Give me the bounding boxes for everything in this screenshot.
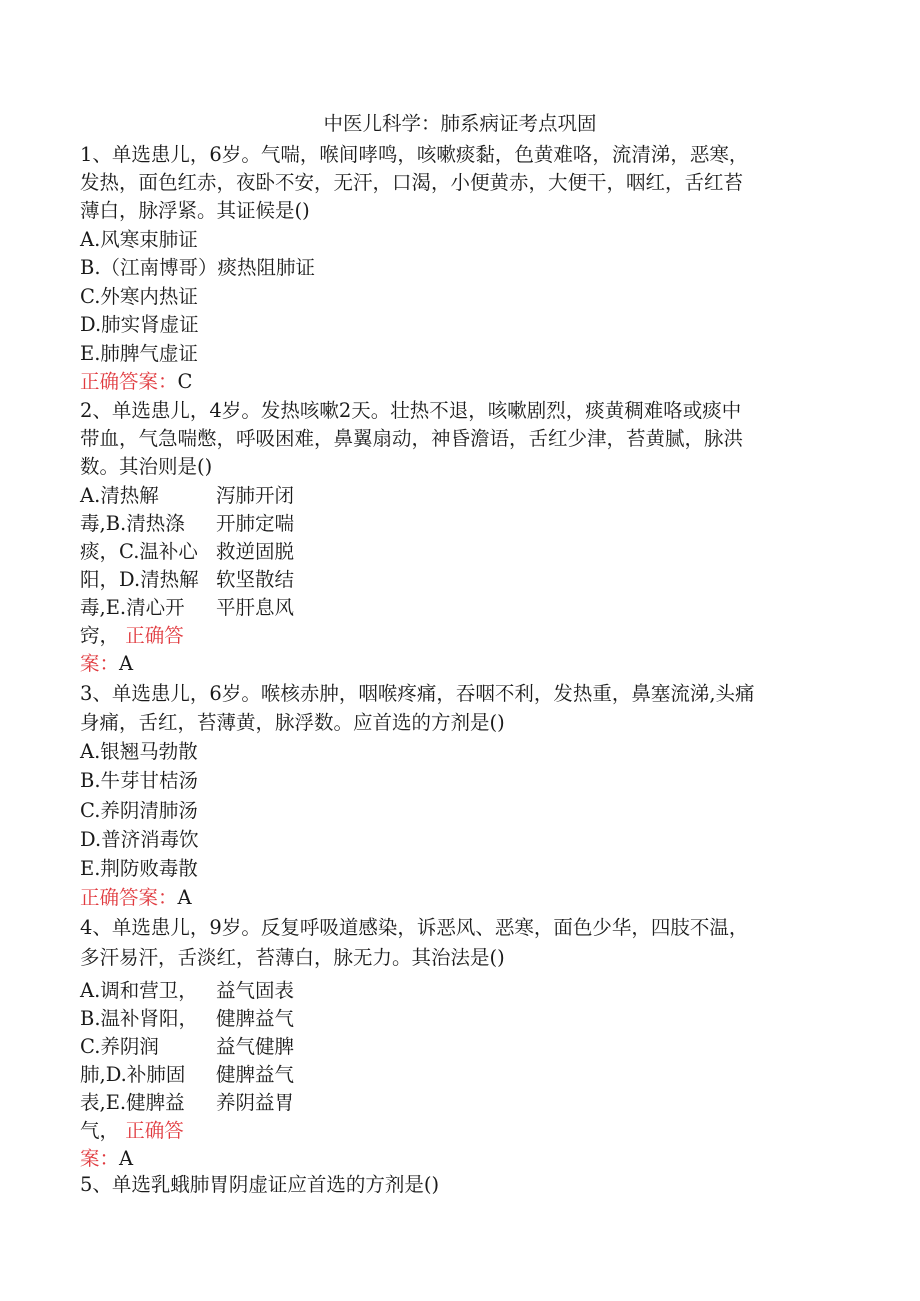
q2-text-line-3: 数。其治则是() (80, 455, 213, 478)
q2-right-line-3: 救逆固脱 (216, 540, 295, 563)
q2-left-line-4: 阳，D.清热解 (80, 568, 199, 591)
q1-answer-value: C (177, 370, 193, 393)
q1-option-e: E.肺脾气虚证 (80, 342, 198, 365)
q4-right-line-2: 健脾益气 (216, 1007, 295, 1030)
q3-answer (80, 884, 192, 912)
q4-right-line-5: 养阴益胃 (216, 1091, 295, 1114)
q2-answer-value: A (119, 652, 134, 675)
q2-left-line-5: 毒,E.清心开 (80, 596, 185, 619)
q2-right-line-2: 开肺定喘 (216, 512, 295, 535)
q4-left-line-2: B.温补肾阳， (80, 1007, 199, 1030)
q4-left-line-3: C.养阴润 (80, 1035, 159, 1058)
page-title: 中医儿科学：肺系病证考点巩固 (323, 112, 597, 135)
q1-answer (80, 368, 192, 396)
q1-text-line-2: 发热，面色红赤，夜卧不安，无汗，口渴，小便黄赤，大便干，咽红，舌红苔 (80, 171, 744, 194)
q4-options-right (216, 977, 294, 1117)
q1-text-line-3: 薄白，脉浮紧。其证候是() (80, 199, 310, 222)
q3-option-c: C.养阴清肺汤 (80, 799, 198, 822)
q3-option-b: B.牛芽甘桔汤 (80, 769, 199, 792)
q2-text-line-1: 2、单选患儿，4岁。发热咳嗽2天。壮热不退，咳嗽剧烈，痰黄稠难咯或痰中 (80, 399, 742, 422)
q4-text-line-1: 4、单选患儿，9岁。反复呼吸道感染，诉恶风、恶寒，面色少华，四肢不温， (80, 916, 749, 939)
q3-option-a: A.银翘马勃散 (80, 740, 198, 763)
q5-text-line-1: 5、单选乳蛾肺胃阴虚证应首选的方剂是() (80, 1173, 440, 1196)
q4-options-left (80, 977, 198, 1173)
q2-left-line-1: A.清热解 (80, 484, 159, 507)
q4-text-line-2: 多汗易汗，舌淡红，苔薄白，脉无力。其治法是() (80, 946, 505, 969)
q2-left-line-6: 窍， 正确答 (80, 624, 184, 647)
q2-answer-line (80, 650, 199, 678)
q4-answer-line (80, 1145, 198, 1173)
q1-text-line-1: 1、单选患儿，6岁。气喘，喉间哮鸣，咳嗽痰黏，色黄难咯，流清涕，恶寒， (80, 143, 749, 166)
q2-answer-label-1: 正确答 (125, 624, 184, 647)
q1-option-c: C.外寒内热证 (80, 285, 198, 308)
q2-left-line-2: 毒,B.清热涤 (80, 512, 185, 535)
q4-left-line-6: 气， 正确答 (80, 1119, 184, 1142)
q2-text-line-2: 带血，气急喘憋，呼吸困难，鼻翼扇动，神昏澹语，舌红少津，苔黄腻，脉洪 (80, 427, 744, 450)
q3-text-line-2: 身痛，舌红，苔薄黄，脉浮数。应首选的方剂是() (80, 711, 505, 734)
q4-answer-value: A (119, 1147, 134, 1170)
q4-answer-label-1: 正确答 (125, 1119, 184, 1142)
q2-options-left (80, 482, 199, 678)
q3-text-line-1: 3、单选患儿，6岁。喉核赤肿，咽喉疼痛，吞咽不利，发热重，鼻塞流涕,头痛 (80, 682, 755, 705)
q4-answer-label-2: 案： (80, 1147, 120, 1170)
q2-right-line-5: 平肝息风 (216, 596, 295, 619)
q1-option-a: A.风寒束肺证 (80, 228, 198, 251)
q2-right-line-1: 泻肺开闭 (216, 484, 295, 507)
q3-answer-value: A (177, 886, 192, 909)
q1-option-d: D.肺实肾虚证 (80, 313, 199, 336)
q4-left-line-1: A.调和营卫， (80, 979, 198, 1002)
q4-right-line-1: 益气固表 (216, 979, 295, 1002)
q2-options-right (216, 482, 294, 622)
q3-option-d: D.普济消毒饮 (80, 828, 199, 851)
q4-right-line-3: 益气健脾 (216, 1035, 295, 1058)
q3-answer-label: 正确答案： (80, 886, 178, 909)
q1-answer-label: 正确答案： (80, 370, 178, 393)
q4-right-line-4: 健脾益气 (216, 1063, 295, 1086)
q2-left-line-3: 痰，C.温补心 (80, 540, 198, 563)
q2-right-line-4: 软坚散结 (216, 568, 295, 591)
q2-answer-label-2: 案： (80, 652, 120, 675)
q4-left-line-4: 肺,D.补肺固 (80, 1063, 186, 1086)
q3-option-e: E.荆防败毒散 (80, 857, 198, 880)
q4-left-line-5: 表,E.健脾益 (80, 1091, 185, 1114)
q1-option-b: B.（江南博哥）痰热阻肺证 (80, 256, 316, 279)
